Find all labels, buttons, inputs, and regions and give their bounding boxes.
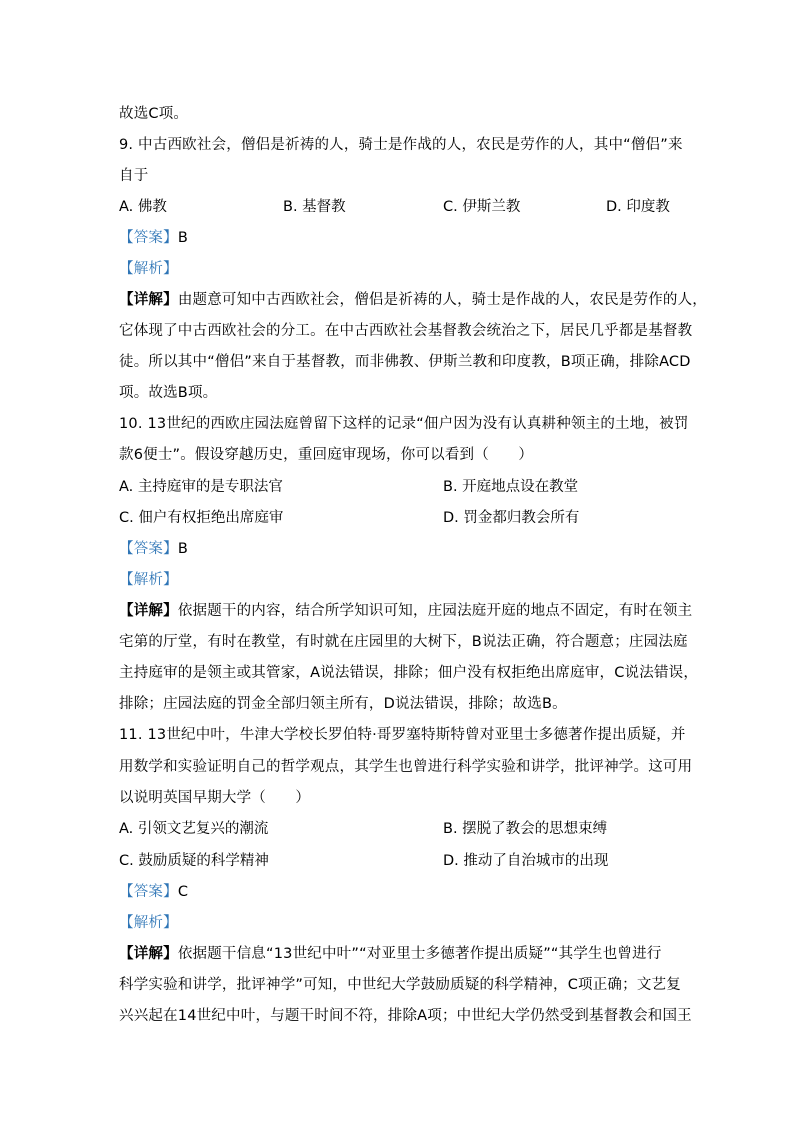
answer-value: B bbox=[177, 541, 188, 557]
q11-detail-line-2: 科学实验和讲学，批评神学”可知，中世纪大学鼓励质疑的科学精神，C项正确；文艺复 bbox=[119, 977, 681, 993]
q11-answer bbox=[119, 882, 188, 902]
q11-stem-line-1: 11. 13世纪中叶，牛津大学校长罗伯特·哥罗塞特斯特曾对亚里士多德著作提出质疑，并 bbox=[119, 727, 686, 743]
q9-detail-line-3: 徒。所以其中“僧侣”来自于基督教，而非佛教、伊斯兰教和印度教，B项正确，排除ACD bbox=[119, 354, 691, 370]
previous-conclusion: 故选C项。 bbox=[119, 106, 189, 122]
q11-option-d: D. 推动了自治城市的出现 bbox=[443, 853, 609, 869]
q11-detail-line-1: 【详解】依据题干信息“13世纪中叶”“对亚里士多德著作提出质疑”“其学生也曾进行 bbox=[119, 946, 662, 962]
q10-answer bbox=[119, 539, 188, 559]
q10-option-d: D. 罚金都归教会所有 bbox=[443, 510, 580, 526]
detail-tag: 【详解】 bbox=[119, 603, 178, 619]
q9-option-c: C. 伊斯兰教 bbox=[443, 199, 521, 215]
q11-analysis-tag: 【解析】 bbox=[119, 915, 178, 931]
q9-option-a: A. 佛教 bbox=[119, 199, 167, 215]
q9-analysis-tag: 【解析】 bbox=[119, 261, 178, 277]
answer-tag: 【答案】 bbox=[119, 541, 178, 557]
answer-value: B bbox=[177, 230, 188, 246]
q10-detail-line-4: 排除；庄园法庭的罚金全部归领主所有，D说法错误，排除；故选B。 bbox=[119, 696, 567, 712]
q10-stem-line-2: 款6便士”。假设穿越历史，重回庭审现场，你可以看到（ ） bbox=[119, 447, 534, 463]
q9-stem-line-1: 9. 中古西欧社会，僧侣是祈祷的人，骑士是作战的人，农民是劳作的人，其中“僧侣”来 bbox=[119, 137, 683, 153]
q9-option-d: D. 印度教 bbox=[606, 199, 670, 215]
q11-stem-line-3: 以说明英国早期大学（ ） bbox=[119, 790, 311, 806]
q9-answer bbox=[119, 228, 188, 248]
q11-option-a: A. 引领文艺复兴的潮流 bbox=[119, 821, 269, 837]
q10-option-c: C. 佃户有权拒绝出席庭审 bbox=[119, 510, 284, 526]
answer-tag: 【答案】 bbox=[119, 230, 178, 246]
q9-detail-line-2: 它体现了中古西欧社会的分工。在中古西欧社会基督教会统治之下，居民几乎都是基督教 bbox=[119, 323, 693, 339]
answer-tag: 【答案】 bbox=[119, 884, 178, 900]
q9-stem-line-2: 自于 bbox=[119, 168, 149, 184]
q10-stem-line-1: 10. 13世纪的西欧庄园法庭曾留下这样的记录“佃户因为没有认真耕种领主的土地，被罚 bbox=[119, 416, 689, 432]
q11-detail-line-3: 兴兴起在14世纪中叶，与题干时间不符，排除A项；中世纪大学仍然受到基督教会和国王 bbox=[119, 1008, 692, 1024]
q9-detail-line-1: 【详解】由题意可知中古西欧社会，僧侣是祈祷的人，骑士是作战的人，农民是劳作的人， bbox=[119, 292, 708, 308]
q11-option-b: B. 摆脱了教会的思想束缚 bbox=[443, 821, 608, 837]
answer-value: C bbox=[177, 884, 189, 900]
q10-detail-line-2: 宅第的厅堂，有时在教堂，有时就在庄园里的大树下，B说法正确，符合题意；庄园法庭 bbox=[119, 634, 688, 650]
q10-option-a: A. 主持庭审的是专职法官 bbox=[119, 479, 283, 495]
detail-tag: 【详解】 bbox=[119, 946, 178, 962]
q9-option-b: B. 基督教 bbox=[283, 199, 346, 215]
q11-stem-line-2: 用数学和实验证明自己的哲学观点，其学生也曾进行科学实验和讲学，批评神学。这可用 bbox=[119, 759, 693, 775]
q10-detail-line-1: 【详解】依据题干的内容，结合所学知识可知，庄园法庭开庭的地点不固定，有时在领主 bbox=[119, 603, 693, 619]
q10-detail-line-3: 主持庭审的是领主或其管家，A说法错误，排除；佃户没有权拒绝出席庭审，C说法错误， bbox=[119, 665, 699, 681]
q9-detail-line-4: 项。故选B项。 bbox=[119, 385, 218, 401]
q10-analysis-tag: 【解析】 bbox=[119, 572, 178, 588]
q11-option-c: C. 鼓励质疑的科学精神 bbox=[119, 853, 269, 869]
detail-tag: 【详解】 bbox=[119, 292, 178, 308]
q10-option-b: B. 开庭地点设在教堂 bbox=[443, 479, 579, 495]
